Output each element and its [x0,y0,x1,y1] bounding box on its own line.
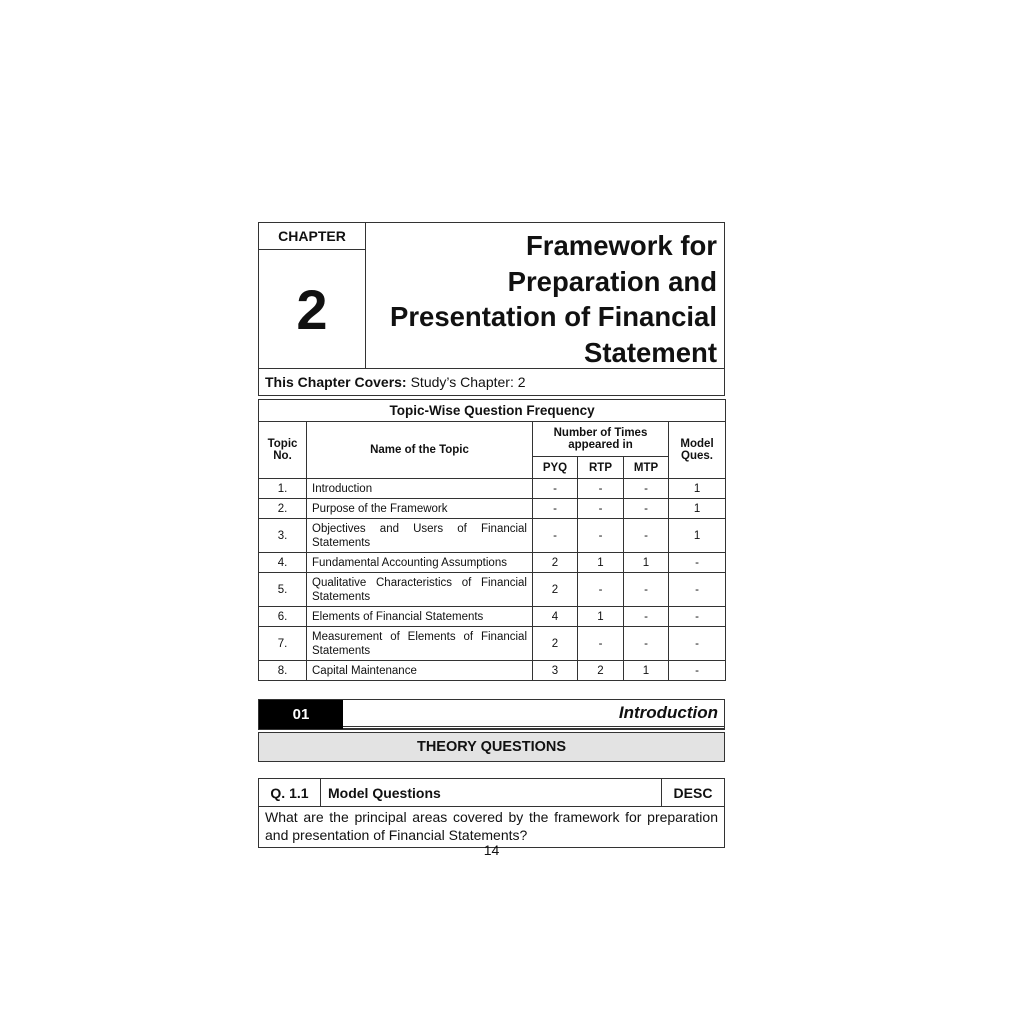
table-row [259,479,726,499]
row-mtp: - [624,499,669,519]
chapter-title: Framework for Preparation and Presentation of Financial Statement [389,230,717,368]
row-mtp: 1 [624,553,669,573]
table-title: Topic-Wise Question Frequency [259,400,726,422]
header-model-ques: Model Ques. [669,422,726,479]
row-topic-no: 8. [259,661,307,681]
row-rtp: - [578,627,624,661]
row-topic-no: 2. [259,499,307,519]
chapter-number-box [259,223,366,368]
row-model: 1 [669,499,726,519]
question-number: Q. 1.1 [259,779,321,806]
row-model: - [669,607,726,627]
row-mtp: - [624,627,669,661]
row-pyq: - [533,479,578,499]
table-row [259,661,726,681]
chapter-header [258,222,725,369]
row-topic-name: Purpose of the Framework [307,499,533,519]
row-rtp: - [578,479,624,499]
section-title: Introduction [343,700,724,729]
chapter-covers-value: Study’s Chapter: 2 [410,374,526,390]
chapter-covers-label: This Chapter Covers: [265,374,407,390]
row-rtp: 2 [578,661,624,681]
row-rtp: 1 [578,607,624,627]
header-rtp: RTP [578,457,624,479]
row-rtp: - [578,573,624,607]
row-pyq: 3 [533,661,578,681]
page-number: 14 [483,842,500,858]
row-topic-no: 6. [259,607,307,627]
row-mtp: - [624,519,669,553]
question-box [258,778,725,848]
row-model: - [669,553,726,573]
topic-frequency-table [258,399,726,681]
row-topic-no: 3. [259,519,307,553]
chapter-covers [258,369,725,396]
row-topic-name: Fundamental Accounting Assumptions [307,553,533,573]
row-pyq: 2 [533,627,578,661]
header-pyq: PYQ [533,457,578,479]
row-rtp: - [578,499,624,519]
section-number: 01 [259,700,343,729]
row-mtp: - [624,607,669,627]
header-topic-name: Name of the Topic [307,422,533,479]
row-topic-name: Qualitative Characteristics of Financial Statements [307,573,533,607]
table-row [259,499,726,519]
table-row [259,519,726,553]
row-model: - [669,573,726,607]
header-times-appeared: Number of Times appeared in [533,422,669,457]
row-topic-name: Measurement of Elements of Financial Statements [307,627,533,661]
row-topic-name: Capital Maintenance [307,661,533,681]
header-topic-no: Topic No. [259,422,307,479]
table-row [259,573,726,607]
row-topic-no: 1. [259,479,307,499]
row-model: 1 [669,479,726,499]
row-mtp: 1 [624,661,669,681]
row-model: - [669,627,726,661]
row-rtp: - [578,519,624,553]
row-model: - [669,661,726,681]
row-topic-name: Elements of Financial Statements [307,607,533,627]
row-mtp: - [624,479,669,499]
row-pyq: 2 [533,573,578,607]
header-mtp: MTP [624,457,669,479]
question-type: Model Questions [328,784,441,801]
row-pyq: 4 [533,607,578,627]
row-topic-name: Introduction [307,479,533,499]
row-rtp: 1 [578,553,624,573]
table-row [259,627,726,661]
row-topic-no: 7. [259,627,307,661]
section-header [258,699,725,730]
chapter-label: CHAPTER [259,223,365,250]
table-row [259,607,726,627]
document-page [258,222,725,858]
row-topic-no: 5. [259,573,307,607]
row-model: 1 [669,519,726,553]
row-mtp: - [624,573,669,607]
question-header [259,779,724,807]
row-pyq: - [533,519,578,553]
row-pyq: - [533,499,578,519]
theory-questions-heading: THEORY QUESTIONS [258,732,725,762]
table-row [259,553,726,573]
chapter-number: 2 [296,277,328,341]
question-tag: DESC [661,779,724,806]
question-text: What are the principal areas covered by the framework for preparation and presentation of Financial Statements? [265,809,718,843]
row-pyq: 2 [533,553,578,573]
row-topic-name: Objectives and Users of Financial Statements [307,519,533,553]
row-topic-no: 4. [259,553,307,573]
